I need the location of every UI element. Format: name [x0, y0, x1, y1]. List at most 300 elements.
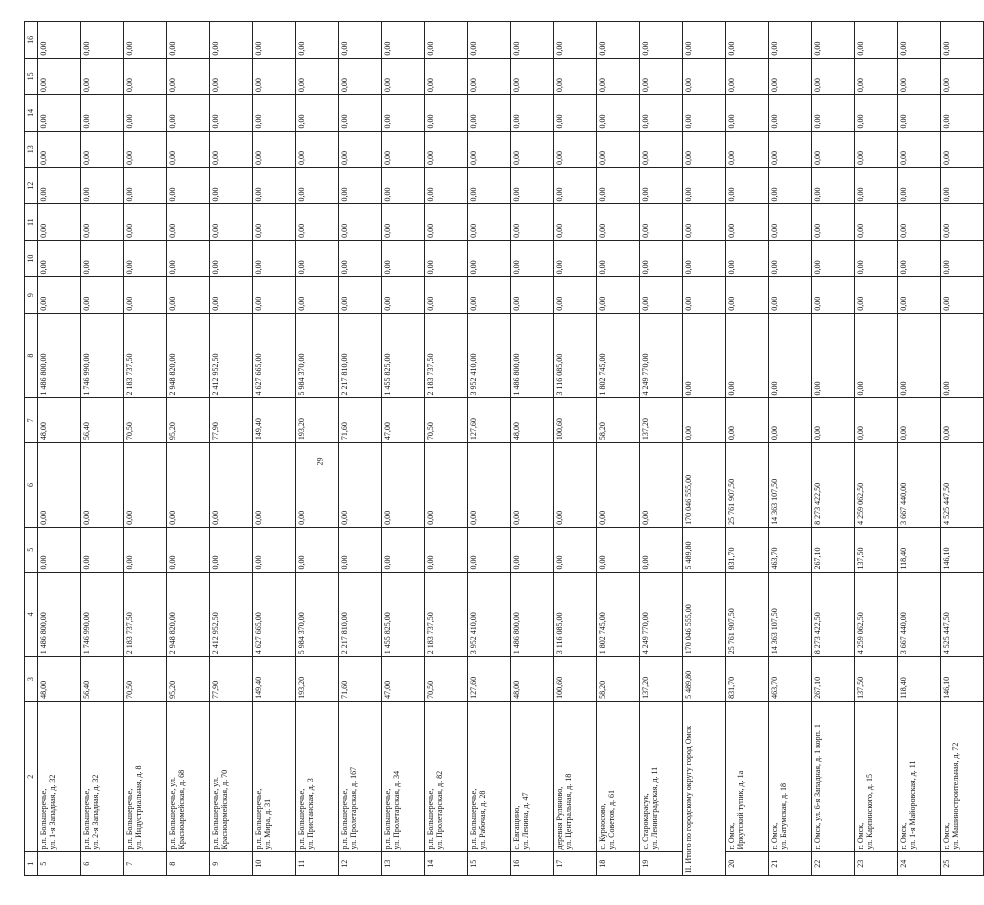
table-cell: 0,00 [769, 240, 812, 276]
table-cell: р.п. Большеречье, ул. Красноармейская, д. 70 [210, 701, 253, 852]
table-cell: 0,00 [511, 443, 554, 528]
table-cell: 0,00 [296, 167, 339, 203]
table-cell: 0,00 [554, 22, 597, 59]
column-header: 12 [25, 167, 38, 203]
table-cell: 0,00 [640, 131, 683, 167]
table-cell: 0,00 [339, 22, 382, 59]
table-cell: 0,00 [554, 131, 597, 167]
table-cell: 0,00 [511, 58, 554, 94]
table-cell: 0,00 [81, 527, 124, 572]
table-cell: 0,00 [468, 277, 511, 313]
table-cell: 831,70 [726, 657, 769, 702]
table-cell: 170 046 555,00 [683, 572, 726, 657]
table-cell: 0,00 [898, 22, 941, 59]
table-cell: 0,00 [253, 240, 296, 276]
table-cell: 0,00 [468, 240, 511, 276]
table-cell: 0,00 [38, 443, 81, 528]
table-cell: 0,00 [511, 277, 554, 313]
table-cell: 23 [855, 852, 898, 876]
column-header: 9 [25, 277, 38, 313]
table-cell: 19 [640, 852, 683, 876]
table-cell: 0,00 [124, 22, 167, 59]
table-cell: 0,00 [81, 204, 124, 240]
table-cell: 0,00 [726, 95, 769, 131]
table-cell: 3 667 440,00 [898, 443, 941, 528]
table-cell: 0,00 [640, 167, 683, 203]
table-cell: р.п. Большеречье, ул. Мира, д. 31 [253, 701, 296, 852]
table-cell: 0,00 [941, 313, 984, 398]
table-cell: 0,00 [554, 95, 597, 131]
table-cell: 0,00 [683, 398, 726, 443]
table-cell: 8 273 422,50 [812, 572, 855, 657]
table-cell: 48,00 [511, 657, 554, 702]
table-cell: 0,00 [124, 204, 167, 240]
table-cell: 0,00 [425, 527, 468, 572]
table-cell: 0,00 [339, 443, 382, 528]
column-header: 14 [25, 95, 38, 131]
table-cell: 1 486 800,00 [511, 572, 554, 657]
page-number: 29 [315, 457, 325, 466]
table-cell: 118,40 [898, 657, 941, 702]
table-cell: 0,00 [726, 313, 769, 398]
table-cell: 0,00 [425, 131, 468, 167]
table-cell: 0,00 [554, 58, 597, 94]
table-cell: 0,00 [296, 443, 339, 528]
table-cell: 6 [81, 852, 124, 876]
table-row [425, 22, 468, 876]
table-cell: 2 948 820,00 [167, 572, 210, 657]
column-header: 4 [25, 572, 38, 657]
table-cell: 0,00 [425, 443, 468, 528]
table-cell: 0,00 [81, 58, 124, 94]
table-cell: 0,00 [339, 277, 382, 313]
table-cell: 0,00 [511, 131, 554, 167]
table-cell: 1 746 990,00 [81, 572, 124, 657]
table-cell: 1 486 800,00 [511, 313, 554, 398]
table-cell: 0,00 [210, 204, 253, 240]
table-cell: 8 273 422,50 [812, 443, 855, 528]
table-cell: 0,00 [683, 313, 726, 398]
table-cell: 0,00 [941, 398, 984, 443]
table-cell: 137,50 [855, 657, 898, 702]
table-cell: 0,00 [554, 240, 597, 276]
table-cell: р.п. Большеречье, ул. Пролетарская, д. 34 [382, 701, 425, 852]
table-cell: 12 [339, 852, 382, 876]
table-cell: 48,00 [511, 398, 554, 443]
table-cell: 0,00 [511, 167, 554, 203]
table-cell: г. Омск, Иркутский тупик, д. 1а [726, 701, 769, 852]
table-cell: 14 [425, 852, 468, 876]
table-cell: 0,00 [554, 527, 597, 572]
table-cell: 22 [812, 852, 855, 876]
table-cell: 0,00 [812, 167, 855, 203]
table-cell: 0,00 [898, 58, 941, 94]
table-cell: 71,60 [339, 657, 382, 702]
column-header: 15 [25, 58, 38, 94]
table-cell: 24 [898, 852, 941, 876]
table-cell: 0,00 [124, 58, 167, 94]
table-cell: 3 952 410,00 [468, 313, 511, 398]
table-cell: 0,00 [511, 22, 554, 59]
table-cell: р.п. Большеречье, ул. 2-я Западная, д. 32 [81, 701, 124, 852]
table-cell: г. Омск, ул. 1-я Майоровская, д. 11 [898, 701, 941, 852]
table-cell: 0,00 [726, 131, 769, 167]
table-cell: 0,00 [382, 204, 425, 240]
table-cell: 0,00 [210, 527, 253, 572]
table-cell: 0,00 [167, 240, 210, 276]
table-cell: 2 412 952,50 [210, 313, 253, 398]
table-cell: 0,00 [855, 240, 898, 276]
table-cell: р.п. Большеречье, ул. Пролетарская, д. 167 [339, 701, 382, 852]
table-cell: 10 [253, 852, 296, 876]
table-cell: 0,00 [167, 58, 210, 94]
table-cell: 18 [597, 852, 640, 876]
table-cell: 0,00 [382, 95, 425, 131]
table-row [812, 22, 855, 876]
table-cell: р.п. Большеречье, ул. 1-я Западная, д. 32 [38, 701, 81, 852]
table-cell: 1 455 825,00 [382, 313, 425, 398]
table-cell: 0,00 [640, 95, 683, 131]
table-cell: 0,00 [898, 131, 941, 167]
table-cell: 1 802 745,00 [597, 313, 640, 398]
table-cell: 1 746 990,00 [81, 313, 124, 398]
table-cell: 0,00 [296, 95, 339, 131]
table-cell: р.п. Большеречье, ул. Пристанская, д. 3 [296, 701, 339, 852]
table-cell: 0,00 [597, 131, 640, 167]
table-cell: 170 046 555,00 [683, 443, 726, 528]
table-cell: 0,00 [683, 204, 726, 240]
table-cell: 0,00 [855, 398, 898, 443]
table-cell: 0,00 [898, 204, 941, 240]
table-cell: г. Омск, ул. Машиностроительная, д. 72 [941, 701, 984, 852]
table-cell: 0,00 [210, 22, 253, 59]
table-cell: II. Итого по городскому округу город Омск [683, 701, 726, 875]
table-cell: 0,00 [468, 58, 511, 94]
table-cell: 3 116 085,00 [554, 313, 597, 398]
table-cell: 0,00 [812, 58, 855, 94]
table-cell: 4 627 665,00 [253, 313, 296, 398]
table-cell: 0,00 [554, 167, 597, 203]
table-cell: 0,00 [941, 277, 984, 313]
table-cell: 0,00 [812, 95, 855, 131]
table-cell: 0,00 [683, 22, 726, 59]
table-cell: р.п. Большеречье, ул. Красноармейская, д. 68 [167, 701, 210, 852]
table-cell: 0,00 [167, 167, 210, 203]
table-row [124, 22, 167, 876]
table-cell: 48,00 [38, 398, 81, 443]
table-cell: с. Евгащино, ул. Ленина, д. 47 [511, 701, 554, 852]
table-cell: 0,00 [683, 58, 726, 94]
table-cell: 0,00 [640, 277, 683, 313]
table-cell: 71,60 [339, 398, 382, 443]
table-cell: 0,00 [683, 240, 726, 276]
table-cell: 47,00 [382, 398, 425, 443]
table-cell: 0,00 [941, 22, 984, 59]
column-header: 13 [25, 131, 38, 167]
table-cell: 0,00 [38, 240, 81, 276]
column-header: 8 [25, 313, 38, 398]
table-cell: 0,00 [210, 443, 253, 528]
table-cell: 0,00 [167, 527, 210, 572]
rotated-table-container [24, 21, 960, 876]
table-cell: 0,00 [726, 167, 769, 203]
table-cell: 0,00 [124, 167, 167, 203]
table-cell: 100,60 [554, 657, 597, 702]
table-cell: 0,00 [769, 95, 812, 131]
column-header: 10 [25, 240, 38, 276]
table-cell: 0,00 [597, 527, 640, 572]
table-cell: 0,00 [683, 131, 726, 167]
table-cell: 0,00 [81, 277, 124, 313]
table-cell: 77,90 [210, 398, 253, 443]
table-cell: 1 455 825,00 [382, 572, 425, 657]
table-cell: 146,10 [941, 657, 984, 702]
table-row [296, 22, 339, 876]
table-cell: 127,60 [468, 398, 511, 443]
table-cell: 0,00 [726, 398, 769, 443]
table-cell: 0,00 [38, 204, 81, 240]
table-cell: 0,00 [769, 167, 812, 203]
table-cell: 0,00 [511, 95, 554, 131]
table-cell: 0,00 [382, 131, 425, 167]
table-cell: 2 217 810,00 [339, 313, 382, 398]
table-cell: 100,60 [554, 398, 597, 443]
table-cell: 1 486 800,00 [38, 313, 81, 398]
table-cell: 0,00 [726, 204, 769, 240]
table-cell: 70,50 [124, 657, 167, 702]
table-body [25, 22, 984, 876]
table-cell: 0,00 [81, 131, 124, 167]
table-cell: 0,00 [81, 167, 124, 203]
table-cell: г. Омск, ул. Батумская, д. 18 [769, 701, 812, 852]
table-cell: 0,00 [38, 22, 81, 59]
table-cell: 0,00 [683, 167, 726, 203]
table-cell: 0,00 [296, 131, 339, 167]
table-cell: деревня Руляново, ул. Центральная, д. 18 [554, 701, 597, 852]
table-row [597, 22, 640, 876]
table-cell: 58,20 [597, 657, 640, 702]
table-cell: 0,00 [468, 167, 511, 203]
table-cell: 0,00 [425, 204, 468, 240]
table-cell: 0,00 [941, 167, 984, 203]
table-cell: 70,50 [425, 398, 468, 443]
table-cell: 0,00 [210, 277, 253, 313]
table-cell: 267,10 [812, 657, 855, 702]
table-cell: 25 761 907,50 [726, 443, 769, 528]
table-cell: 193,20 [296, 398, 339, 443]
table-cell: 0,00 [597, 240, 640, 276]
table-cell: 0,00 [167, 131, 210, 167]
table-cell: 0,00 [339, 167, 382, 203]
table-cell: 0,00 [898, 240, 941, 276]
table-row [769, 22, 812, 876]
table-cell: 58,20 [597, 398, 640, 443]
table-cell: 0,00 [941, 95, 984, 131]
table-cell: 0,00 [855, 277, 898, 313]
table-cell: 4 627 665,00 [253, 572, 296, 657]
column-header: 16 [25, 22, 38, 59]
table-cell: 13 [382, 852, 425, 876]
table-cell: 0,00 [769, 22, 812, 59]
table-row [898, 22, 941, 876]
table-cell: 0,00 [81, 95, 124, 131]
table-cell: 0,00 [296, 58, 339, 94]
table-cell: 0,00 [253, 527, 296, 572]
table-cell: 0,00 [81, 443, 124, 528]
table-cell: 5 [38, 852, 81, 876]
table-cell: 0,00 [253, 277, 296, 313]
table-cell: 0,00 [898, 277, 941, 313]
table-cell: 3 952 410,00 [468, 572, 511, 657]
table-row [640, 22, 683, 876]
table-cell: 0,00 [511, 527, 554, 572]
table-cell: 95,20 [167, 398, 210, 443]
table-cell: 0,00 [769, 58, 812, 94]
table-cell: 0,00 [812, 22, 855, 59]
table-cell: 0,00 [296, 204, 339, 240]
table-cell: 0,00 [726, 277, 769, 313]
table-cell: 0,00 [167, 204, 210, 240]
table-row [81, 22, 124, 876]
table-cell: 0,00 [812, 131, 855, 167]
table-cell: 0,00 [640, 240, 683, 276]
table-row [38, 22, 81, 876]
table-cell: 3 667 440,00 [898, 572, 941, 657]
table-cell: 0,00 [855, 58, 898, 94]
table-cell: 0,00 [38, 527, 81, 572]
table-row [726, 22, 769, 876]
table-cell: 0,00 [812, 240, 855, 276]
table-cell: 0,00 [425, 240, 468, 276]
column-header: 6 [25, 443, 38, 528]
table-cell: 0,00 [38, 167, 81, 203]
table-cell: 4 259 062,50 [855, 572, 898, 657]
table-cell: 0,00 [339, 131, 382, 167]
table-cell: г. Омск, ул. Карпинского, д. 15 [855, 701, 898, 852]
table-cell: 0,00 [124, 443, 167, 528]
table-cell: 1 802 745,00 [597, 572, 640, 657]
table-cell: 0,00 [253, 58, 296, 94]
table-cell: 14 363 107,50 [769, 572, 812, 657]
table-cell: 2 183 737,50 [124, 313, 167, 398]
table-cell: 70,50 [425, 657, 468, 702]
table-cell: 0,00 [812, 204, 855, 240]
header-row [25, 22, 38, 876]
table-row [683, 22, 726, 876]
table-cell: 15 [468, 852, 511, 876]
table-cell: 47,00 [382, 657, 425, 702]
table-cell: 0,00 [425, 58, 468, 94]
table-cell: 0,00 [210, 131, 253, 167]
table-cell: 0,00 [554, 204, 597, 240]
table-cell: 0,00 [855, 95, 898, 131]
table-cell: 0,00 [726, 22, 769, 59]
table-cell: 0,00 [382, 443, 425, 528]
table-cell: 0,00 [38, 95, 81, 131]
table-cell: 0,00 [726, 58, 769, 94]
table-cell: 4 259 062,50 [855, 443, 898, 528]
table-cell: 0,00 [124, 277, 167, 313]
table-cell: 0,00 [640, 22, 683, 59]
table-cell: 0,00 [167, 277, 210, 313]
table-cell: 0,00 [253, 167, 296, 203]
table-cell: 2 412 952,50 [210, 572, 253, 657]
table-cell: 0,00 [597, 204, 640, 240]
table-cell: 4 249 770,00 [640, 313, 683, 398]
table-row [468, 22, 511, 876]
table-cell: 0,00 [339, 58, 382, 94]
table-cell: 0,00 [597, 58, 640, 94]
table-cell: 48,00 [38, 657, 81, 702]
table-cell: 0,00 [210, 58, 253, 94]
table-cell: 127,60 [468, 657, 511, 702]
table-row [855, 22, 898, 876]
table-cell: с. Курносово, ул. Советов, д. 61 [597, 701, 640, 852]
table-cell: 0,00 [554, 277, 597, 313]
table-cell: 0,00 [253, 443, 296, 528]
table-cell: 0,00 [468, 527, 511, 572]
table-cell: 0,00 [253, 22, 296, 59]
table-cell: 0,00 [554, 443, 597, 528]
table-cell: 70,50 [124, 398, 167, 443]
table-cell: 0,00 [898, 167, 941, 203]
table-cell: 95,20 [167, 657, 210, 702]
table-cell: 0,00 [382, 240, 425, 276]
table-cell: 137,20 [640, 657, 683, 702]
table-cell: 0,00 [81, 240, 124, 276]
table-cell: 0,00 [253, 95, 296, 131]
table-row [382, 22, 425, 876]
table-cell: 0,00 [468, 131, 511, 167]
table-cell: 0,00 [468, 204, 511, 240]
table-cell: 0,00 [339, 240, 382, 276]
table-cell: 0,00 [855, 131, 898, 167]
table-cell: 25 [941, 852, 984, 876]
table-cell: 137,50 [855, 527, 898, 572]
table-cell: 0,00 [124, 240, 167, 276]
table-row [210, 22, 253, 876]
table-cell: 0,00 [941, 240, 984, 276]
table-cell: 0,00 [124, 131, 167, 167]
table-cell: р.п. Большеречье, ул. Рабочая, д. 28 [468, 701, 511, 852]
table-cell: 16 [511, 852, 554, 876]
table-cell: 2 948 820,00 [167, 313, 210, 398]
table-cell: 0,00 [468, 443, 511, 528]
table-cell: 77,90 [210, 657, 253, 702]
table-cell: 5 984 370,00 [296, 313, 339, 398]
table-cell: 0,00 [382, 58, 425, 94]
table-cell: с. Старокарасук, ул. Ленинградская, д. 11 [640, 701, 683, 852]
table-cell: 0,00 [210, 167, 253, 203]
table-row [339, 22, 382, 876]
table-cell: 1 486 800,00 [38, 572, 81, 657]
table-cell: 11 [296, 852, 339, 876]
table-cell: 0,00 [167, 95, 210, 131]
table-row [554, 22, 597, 876]
repair-costs-table [24, 21, 984, 876]
table-cell: 0,00 [640, 58, 683, 94]
table-cell: 0,00 [253, 204, 296, 240]
table-cell: 0,00 [769, 313, 812, 398]
table-cell: р.п. Большеречье, ул. Пролетарская, д. 82 [425, 701, 468, 852]
table-cell: 3 116 085,00 [554, 572, 597, 657]
table-cell: 0,00 [511, 240, 554, 276]
table-cell: 7 [124, 852, 167, 876]
table-cell: 25 761 907,50 [726, 572, 769, 657]
table-cell: 5 489,80 [683, 657, 726, 702]
table-cell: 9 [210, 852, 253, 876]
table-cell: 0,00 [640, 443, 683, 528]
